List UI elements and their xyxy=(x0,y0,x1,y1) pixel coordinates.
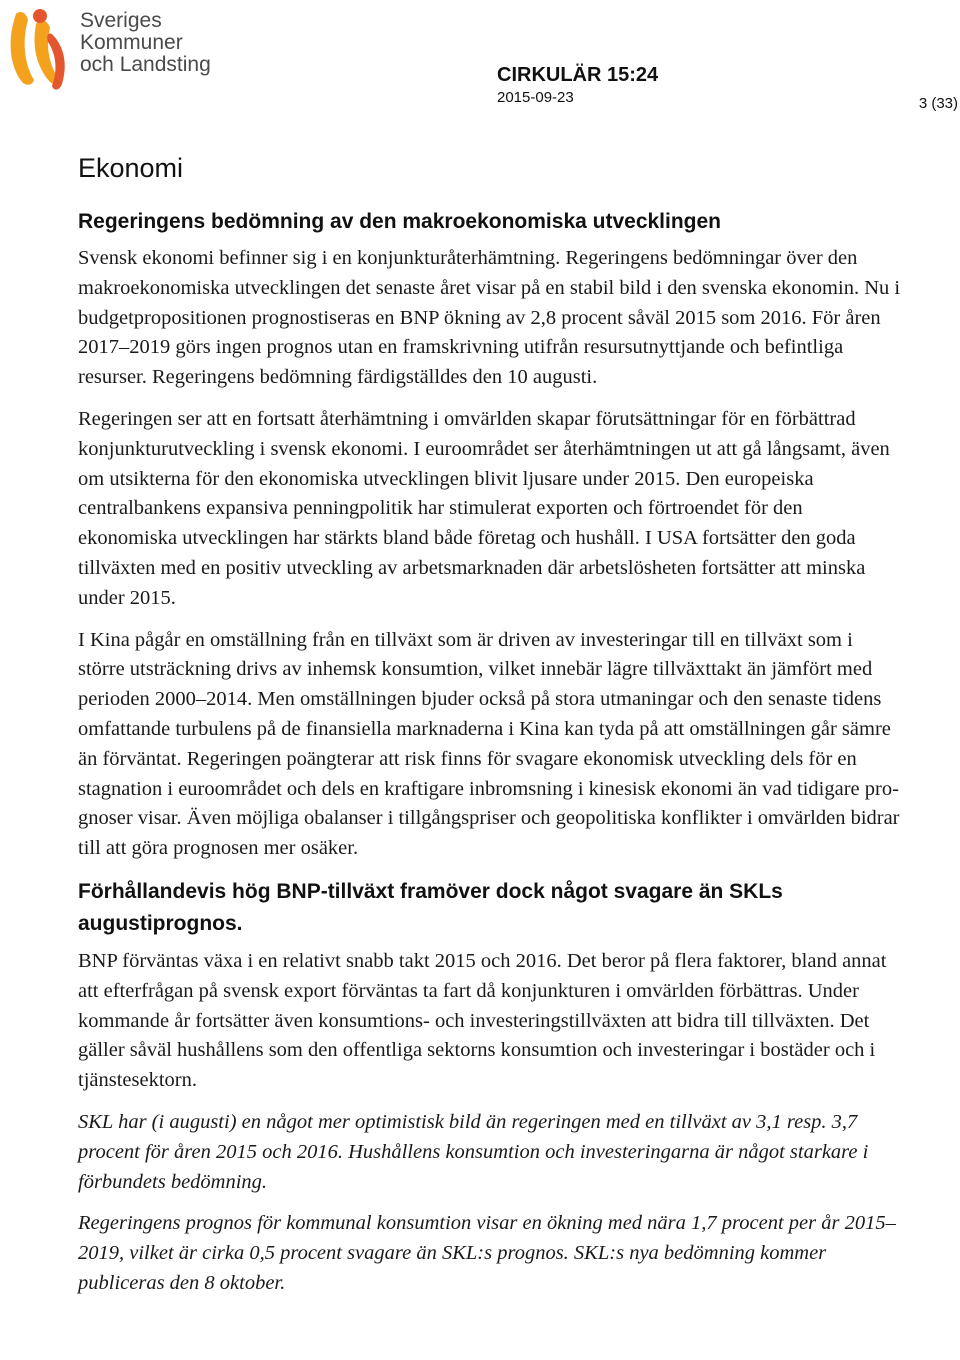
section-heading-1: Regeringens bedömning av den makroekonomiska utvecklingen xyxy=(78,210,722,233)
logo-line-2: Kommuner xyxy=(80,31,183,54)
section-heading-2: Förhållandevis hög BNP-tillväxt framöver dock något svagare än SKLs augustiprognos. xyxy=(78,879,783,935)
page-title: Ekonomi xyxy=(78,153,184,183)
italic-paragraph: SKL har (i augusti) en något mer optimistisk bild än regeringen med en tillväxt av 3,1 resp. 3,7 procent för åren 2015 och 2016. Hushållens konsumtion och investeringarna är något starkare i förbundets bedömning. xyxy=(78,1110,869,1193)
skl-logo xyxy=(6,6,226,96)
logo-wordmark xyxy=(80,10,211,76)
circular-number: CIRKULÄR 15:24 xyxy=(497,64,659,86)
paragraph: I Kina pågår en omställning från en tillväxt som är driven av investeringar till en tillväxt som i större utsträckning drivs av inhemsk konsumtion, vilket innebär lägre tillväxttakt än jämfört med perioden 2000–2014. Men omställningen bjuder också på stora utmaningar och den senaste tidens omfattande turbulens på de finansiella marknaderna i Kina kan tyda på att omställningen går sämre än förväntat. Regeringen poängterar att risk finns för svagare ekonomisk utveckling dels för en stagnation i euroområdet och dels en kraftigare inbromsning i kinesisk ekonomi än vad tidigare prognoser visar. Även möjliga obalanser i tillgångspriser och geopolitiska konflikter i omvärlden bidrar till att göra prognosen mer osäker. xyxy=(78,628,900,860)
circular-date: 2015-09-23 xyxy=(497,89,574,106)
italic-paragraph: Regeringens prognos för kommunal konsumtion visar en ökning med nära 1,7 procent per år 2015–2019, vilket är cirka 0,5 procent svagare än SKL:s prognos. SKL:s nya bedömning kommer publiceras den 8 oktober. xyxy=(78,1212,896,1294)
page-number: 3 (33) xyxy=(918,95,958,112)
document-body xyxy=(78,150,904,1311)
paragraph: Svensk ekonomi befinner sig i en konjunkturåterhämtning. Regeringens bedömningar över den makroekonomiska utvecklingen det senaste året visar på en stabil bild i den svenska ekonomin. Nu i budgetpropositionen prognostiseras en BNP ökning av 2,8 procent såväl 2015 som 2016. För åren 2017–2019 görs ingen prognos utan en framskrivning utifrån resursutnyttjande och befintliga resurser. Regeringens bedömning färdigställdes den 10 augusti. xyxy=(78,247,901,389)
logo-line-3: och Landsting xyxy=(80,53,211,76)
paragraph: Regeringen ser att en fortsatt återhämtning i omvärlden skapar förutsättningar för en förbättrad konjunkturutveckling i svensk ekonomi. I euroområdet ser återhämtningen ut att gå långsamt, även om utsikterna för den ekonomiska utvecklingen blivit ljusare under 2015. Den europeiska centralbankens expansiva penningpolitik har stimulerat exporten och förtroendet för den ekonomiska utvecklingen har stärkts bland både företag och hushåll. I USA fortsätter den goda tillväxten med en positiv utveckling av arbetsmarknaden där arbetslösheten fortsätter att minska under 2015. xyxy=(78,407,890,609)
logo-line-1: Sveriges xyxy=(80,9,162,32)
paragraph: BNP förväntas växa i en relativt snabb takt 2015 och 2016. Det beror på flera faktorer, bland annat att efterfrågan på svensk export förväntas ta fart då konjunkturen i omvärlden förbättras. Under kommande år fortsätter även konsumtions- och investeringstillväxten att bidra till tillväxten. Det gäller såväl hushållens som den offentliga sektorns konsumtion och investeringar i bostäder och i tjänstesektorn. xyxy=(78,949,887,1092)
skl-emblem-icon xyxy=(6,6,76,96)
